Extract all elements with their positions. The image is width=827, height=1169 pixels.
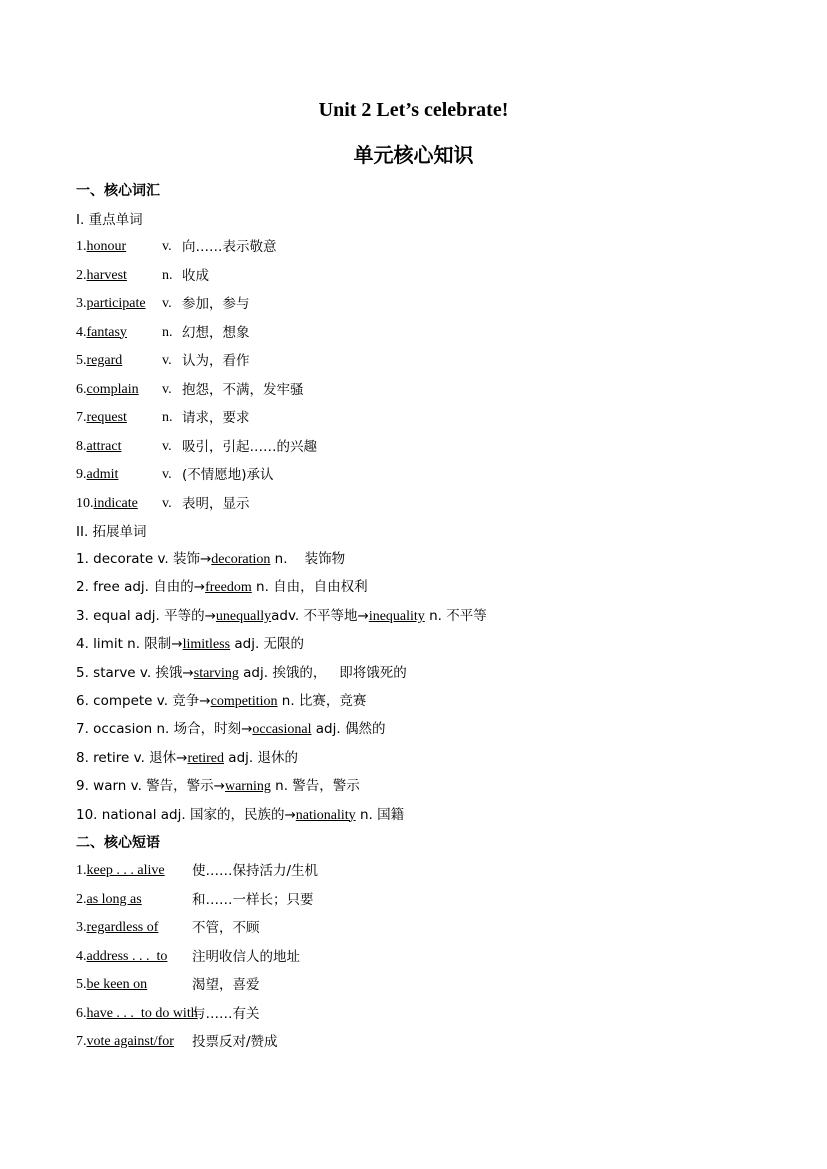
word-pos: n. — [162, 410, 173, 425]
word-meaning: 收成 — [182, 267, 209, 284]
extended-meaning: adj. 退休的 — [224, 749, 298, 766]
extended-answer: decoration — [211, 552, 271, 567]
extended-meaning: adj. 偶然的 — [311, 721, 386, 738]
extended-answer-2: inequality — [368, 608, 425, 624]
page-title: Unit 2 Let’s celebrate! — [318, 99, 509, 121]
extended-stem: 5. starve v. 挨饿→ — [76, 664, 194, 681]
word-meaning: 认为，看作 — [182, 353, 250, 369]
extended-row — [76, 776, 360, 796]
extended-answer: limitless — [182, 637, 231, 653]
phrase-number: 6. — [76, 1005, 87, 1021]
phrase-number: 3. — [76, 920, 87, 935]
extended-row — [76, 606, 487, 626]
word-answer: honour — [86, 239, 127, 254]
word-meaning: 幻想，想象 — [182, 324, 250, 341]
phrase-meaning: 注明收信人的地址 — [192, 948, 300, 965]
extended-stem: 7. occasion n. 场合，时刻→ — [76, 721, 253, 738]
word-row — [76, 494, 776, 514]
word-meaning: 抱怨，不满，发牢骚 — [182, 381, 304, 398]
phrase-number: 7. — [76, 1034, 87, 1049]
extended-answer: warning — [224, 779, 271, 795]
word-pos: v. — [162, 239, 172, 254]
word-pos: v. — [162, 296, 172, 311]
word-number: 4. — [76, 324, 87, 340]
extended-row — [76, 663, 407, 683]
section-heading-vocabulary: 一、核心词汇 — [76, 183, 160, 199]
extended-stem: 1. decorate v. 装饰→ — [76, 551, 212, 567]
word-row — [76, 351, 776, 371]
phrase-number: 1. — [76, 863, 87, 878]
phrase-answer: have . . . to do with — [86, 1005, 198, 1021]
extended-row — [76, 748, 298, 768]
word-meaning: 参加，参与 — [182, 296, 250, 312]
extended-meaning: n. 不平等 — [424, 607, 487, 624]
phrase-row — [76, 975, 776, 995]
word-pos: v. — [162, 438, 172, 454]
extended-row — [76, 719, 385, 739]
extended-stem: 4. limit n. 限制→ — [76, 636, 183, 653]
extended-answer: competition — [210, 694, 278, 709]
phrase-meaning: 与……有关 — [192, 1005, 260, 1022]
word-answer: complain — [86, 381, 139, 397]
extended-meaning: n. 装饰物 — [270, 551, 346, 567]
phrase-answer: keep . . . alive — [86, 863, 165, 878]
word-meaning: 吸引，引起……的兴趣 — [182, 438, 317, 455]
word-answer: fantasy — [86, 324, 127, 340]
extended-meaning: n. 警告，警示 — [270, 778, 360, 795]
word-meaning: 向……表示敬意 — [182, 239, 277, 255]
extended-answer: occasional — [252, 722, 312, 738]
extended-answer: retired — [187, 750, 224, 766]
subheading-extended-words: II. 拓展单词 — [76, 524, 147, 540]
word-row — [76, 380, 776, 400]
phrase-number: 4. — [76, 948, 87, 964]
extended-stem: 8. retire v. 退休→ — [76, 749, 188, 766]
word-row — [76, 437, 776, 457]
extended-answer: unequally — [215, 608, 272, 624]
word-row — [76, 465, 776, 485]
word-pos: v. — [162, 381, 172, 397]
phrase-number: 2. — [76, 891, 87, 907]
phrase-row — [76, 918, 776, 938]
word-number: 3. — [76, 296, 87, 311]
extended-stem: 6. compete v. 竞争→ — [76, 693, 211, 709]
extended-answer: freedom — [205, 580, 252, 596]
word-pos: v. — [162, 353, 172, 368]
phrase-meaning: 不管，不顾 — [192, 920, 260, 936]
extended-answer: nationality — [295, 807, 356, 823]
word-number: 10. — [76, 495, 94, 511]
phrase-row — [76, 1032, 776, 1052]
phrase-row — [76, 861, 776, 881]
word-number: 9. — [76, 467, 87, 482]
word-answer: request — [86, 410, 127, 425]
word-answer: participate — [86, 296, 146, 311]
word-answer: regard — [86, 353, 123, 368]
extended-stem: 3. equal adj. 平等的→ — [76, 607, 216, 624]
phrase-row — [76, 1004, 776, 1024]
word-number: 1. — [76, 239, 87, 254]
word-number: 6. — [76, 381, 87, 397]
phrase-answer: address . . . to — [86, 948, 168, 964]
word-row — [76, 408, 776, 428]
word-number: 7. — [76, 410, 87, 425]
phrase-meaning: 和……一样长；只要 — [192, 891, 314, 908]
word-answer: attract — [86, 438, 122, 454]
phrase-meaning: 投票反对/赞成 — [192, 1034, 278, 1050]
word-number: 5. — [76, 353, 87, 368]
phrase-number: 5. — [76, 977, 87, 992]
word-meaning: 请求，要求 — [182, 410, 250, 426]
phrase-row — [76, 890, 776, 910]
extended-meaning: n. 自由，自由权利 — [251, 579, 368, 596]
word-pos: n. — [162, 267, 173, 283]
extended-row — [76, 805, 404, 825]
word-meaning: (不情愿地)承认 — [182, 467, 274, 483]
phrase-answer: regardless of — [86, 920, 159, 935]
extended-row — [76, 577, 368, 597]
word-pos: v. — [162, 467, 172, 482]
word-number: 2. — [76, 267, 87, 283]
word-row — [76, 266, 776, 286]
extended-row — [76, 634, 304, 654]
subheading-key-words: I. 重点单词 — [76, 212, 143, 228]
word-meaning: 表明，显示 — [182, 495, 250, 512]
section-heading-phrases: 二、核心短语 — [76, 835, 160, 851]
extended-meaning: n. 比赛，竞赛 — [277, 693, 367, 709]
word-row — [76, 323, 776, 343]
phrase-meaning: 渴望，喜爱 — [192, 977, 260, 993]
word-pos: v. — [162, 495, 172, 511]
extended-meaning: n. 国籍 — [355, 806, 405, 823]
extended-mid: adv. 不平等地→ — [271, 607, 369, 624]
page-subtitle: 单元核心知识 — [353, 143, 474, 167]
phrase-answer: be keen on — [86, 977, 148, 992]
extended-meaning: adj. 无限的 — [230, 636, 305, 653]
extended-meaning: adj. 挨饿的， 即将饿死的 — [238, 664, 407, 681]
word-row — [76, 237, 776, 257]
phrase-answer: vote against/for — [86, 1034, 174, 1049]
extended-answer: starving — [193, 665, 239, 681]
phrase-row — [76, 947, 776, 967]
phrase-meaning: 使……保持活力/生机 — [192, 863, 319, 879]
extended-stem: 10. national adj. 国家的，民族的→ — [76, 806, 296, 823]
word-answer: admit — [86, 467, 119, 482]
phrase-answer: as long as — [86, 891, 142, 907]
word-pos: n. — [162, 324, 173, 340]
word-number: 8. — [76, 438, 87, 454]
extended-row — [76, 549, 345, 569]
word-row — [76, 294, 776, 314]
extended-stem: 2. free adj. 自由的→ — [76, 579, 206, 596]
word-answer: harvest — [86, 267, 127, 283]
extended-stem: 9. warn v. 警告，警示→ — [76, 778, 225, 795]
word-answer: indicate — [93, 495, 138, 511]
extended-row — [76, 691, 366, 711]
